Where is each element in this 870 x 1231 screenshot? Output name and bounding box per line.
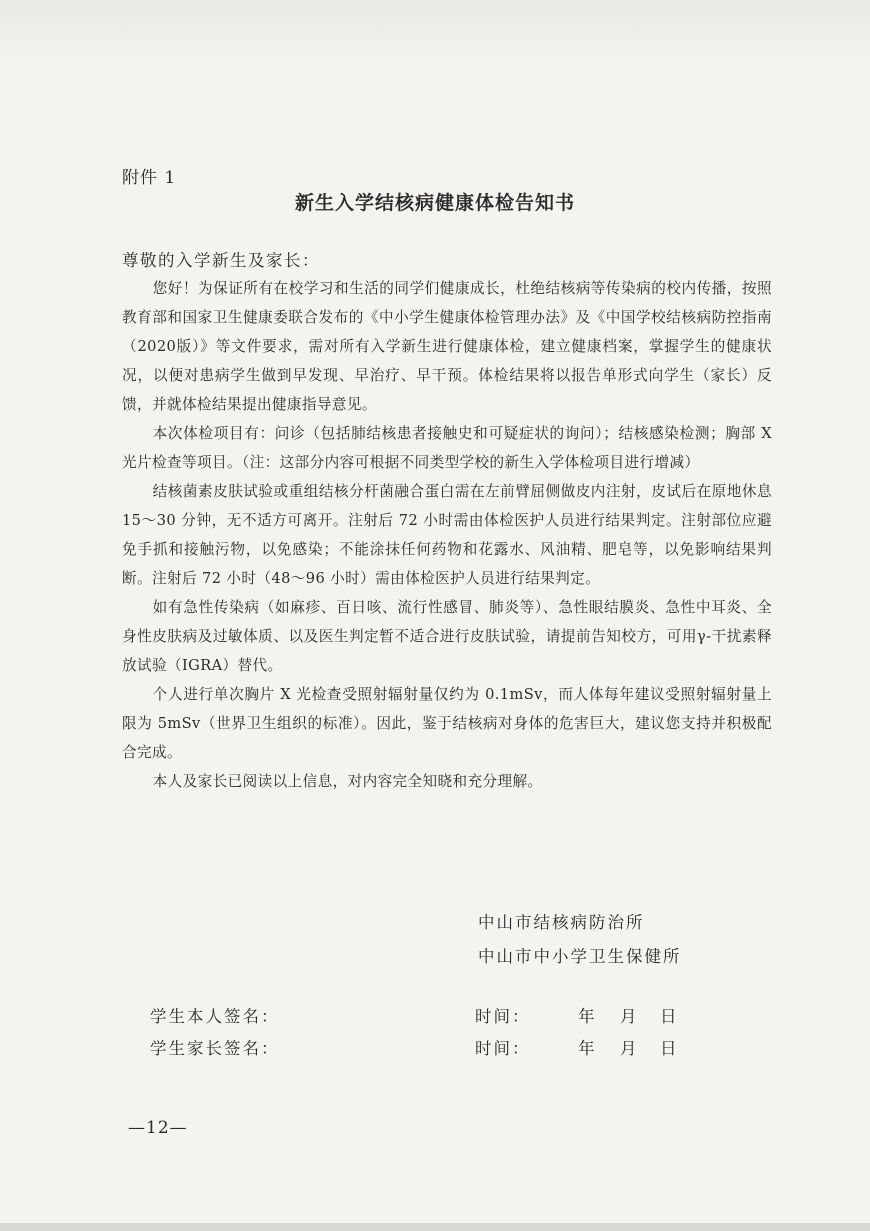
organization-school-health: 中山市中小学卫生保健所: [478, 947, 682, 966]
issuing-organizations: [478, 906, 682, 974]
student-day-label: 日: [660, 1007, 679, 1026]
salutation: 尊敬的入学新生及家长：: [122, 251, 320, 270]
document-title: 新生入学结核病健康体检告知书: [294, 192, 575, 214]
page-number: —12—: [128, 1118, 188, 1138]
attachment-label: 附件 1: [122, 168, 177, 188]
paragraph-skin-test: 结核菌素皮肤试验或重组结核分杆菌融合蛋白需在左前臂屈侧做皮内注射，皮试后在原地休息 15～30 分钟，无不适方可离开。注射后 72 小时需由体检医护人员进行结果判定。注射部位应避免手抓和接触污物，以免感染；不能涂抹任何药物和花露水、风油精、肥皂等，以免影响结果判断。注射后 72 小时（48～96 小时）需由体检医护人员进行结果判定。: [122, 483, 772, 587]
body-text: [122, 274, 772, 796]
student-year-label: 年: [578, 1007, 597, 1026]
paragraph-intro: 您好！为保证所有在校学习和生活的同学们健康成长，杜绝结核病等传染病的校内传播，按照教育部和国家卫生健康委联合发布的《中小学生健康体检管理办法》及《中国学校结核病防控指南（2020版）》等文件要求，需对所有入学新生进行健康体检，建立健康档案，掌握学生的健康状况，以便对患病学生做到早发现、早治疗、早干预。体检结果将以报告单形式向学生（家长）反馈，并就体检结果提出健康指导意见。: [122, 280, 772, 413]
parent-signature-label: 学生家长签名：: [150, 1039, 280, 1058]
parent-month-label: 月: [620, 1039, 639, 1058]
paragraph-exam-items: 本次体检项目有：问诊（包括肺结核患者接触史和可疑症状的询问）；结核感染检测；胸部 X 光片检查等项目。（注：这部分内容可根据不同类型学校的新生入学体检项目进行增减）: [122, 425, 772, 471]
scan-top-shadow: [0, 0, 870, 60]
parent-time-label: 时间：: [475, 1039, 531, 1058]
parent-year-label: 年: [578, 1039, 597, 1058]
paragraph-xray-dose: 个人进行单次胸片 X 光检查受照射辐射量仅约为 0.1mSv，而人体每年建议受照射辐射量上限为 5mSv（世界卫生组织的标准）。因此，鉴于结核病对身体的危害巨大，建议您支持并积极配合完成。: [122, 686, 772, 761]
organization-tb-prevention: 中山市结核病防治所: [478, 913, 645, 932]
student-signature-label: 学生本人签名：: [150, 1007, 280, 1026]
paragraph-contraindications: 如有急性传染病（如麻疹、百日咳、流行性感冒、肺炎等）、急性眼结膜炎、急性中耳炎、全身性皮肤病及过敏体质、以及医生判定暂不适合进行皮肤试验，请提前告知校方，可用γ-干扰素释放试验（IGRA）替代。: [122, 599, 772, 674]
student-month-label: 月: [620, 1007, 639, 1026]
paragraph-acknowledgement: 本人及家长已阅读以上信息，对内容完全知晓和充分理解。: [152, 773, 543, 790]
scan-bottom-edge: [0, 1223, 870, 1231]
student-time-label: 时间：: [475, 1007, 531, 1026]
parent-day-label: 日: [660, 1039, 679, 1058]
